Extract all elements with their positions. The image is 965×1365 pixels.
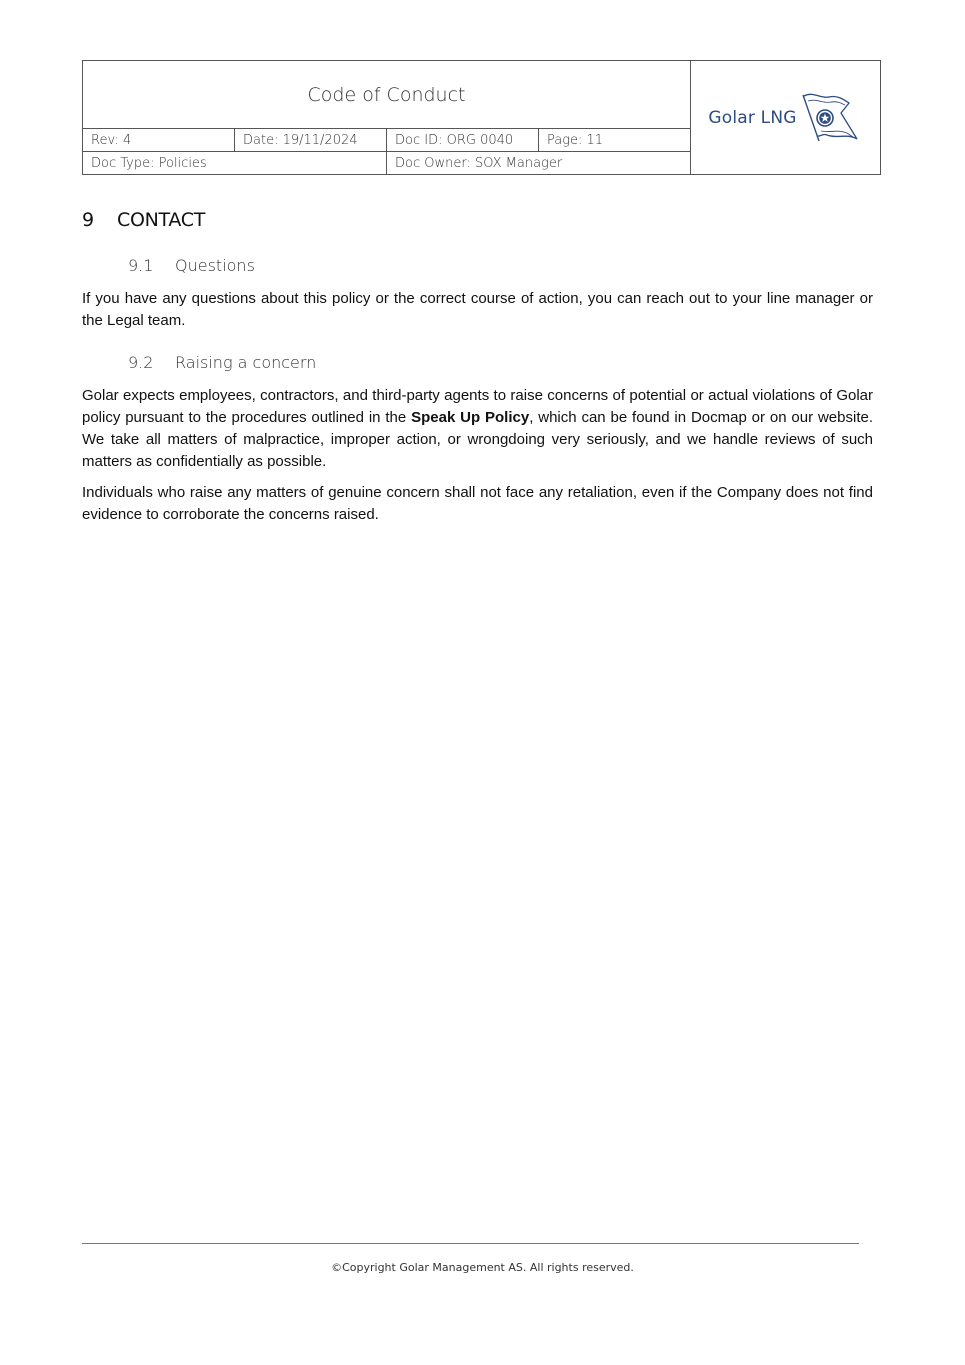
section-number: 9	[82, 209, 94, 231]
footer-copyright	[0, 1261, 965, 1274]
section-heading	[82, 209, 205, 231]
copyright-text: ©Copyright Golar Management AS. All rights reserved.	[331, 1261, 634, 1274]
date-cell: Date: 19/11/2024	[235, 129, 387, 151]
subsection-number: 9.1	[128, 256, 154, 275]
paragraph-text: , which can be found in Docmap or on our website. We take all matters of malpractice, improper action, or wrongdoing very seriously, and we handle reviews of such matters as confidentially as possible.	[82, 409, 873, 470]
document-title: Code of Conduct	[83, 61, 691, 129]
logo-text: Golar LNG	[708, 107, 797, 128]
speak-up-policy-reference: Speak Up Policy	[411, 409, 530, 426]
raising-concern-paragraph	[82, 385, 873, 473]
document-header	[82, 60, 881, 175]
page-number-cell: Page: 11	[547, 132, 604, 148]
questions-paragraph: If you have any questions about this policy or the correct course of action, you can reach out to your line manager or the Legal team.	[82, 290, 873, 329]
header-row-meta	[83, 129, 691, 152]
header-row-type	[83, 152, 691, 174]
doc-type-cell: Doc Type: Policies	[83, 152, 387, 174]
flag-star-logo-icon	[799, 89, 863, 147]
doc-id-cell: Doc ID: ORG 0040	[387, 129, 539, 151]
subsection-number: 9.2	[128, 353, 154, 372]
section-title: CONTACT	[117, 209, 206, 231]
subsection-title: Questions	[175, 256, 255, 275]
company-logo	[691, 61, 880, 174]
footer-divider	[82, 1243, 859, 1244]
subsection-title: Raising a concern	[175, 353, 317, 372]
retaliation-paragraph: Individuals who raise any matters of genuine concern shall not face any retaliation, even if the Company does not find evidence to corroborate the concerns raised.	[82, 484, 873, 523]
revision-cell: Rev: 4	[83, 129, 235, 151]
subsection-heading-questions	[128, 256, 255, 275]
paragraph-text: Golar expects employees, contractors, and third-party agents to raise concerns of potential or actual violations of Golar policy pursuant to the procedures outlined in the	[82, 387, 873, 426]
subsection-heading-raising-concern	[128, 353, 316, 372]
doc-owner-cell: Doc Owner: SOX Manager	[395, 155, 563, 171]
